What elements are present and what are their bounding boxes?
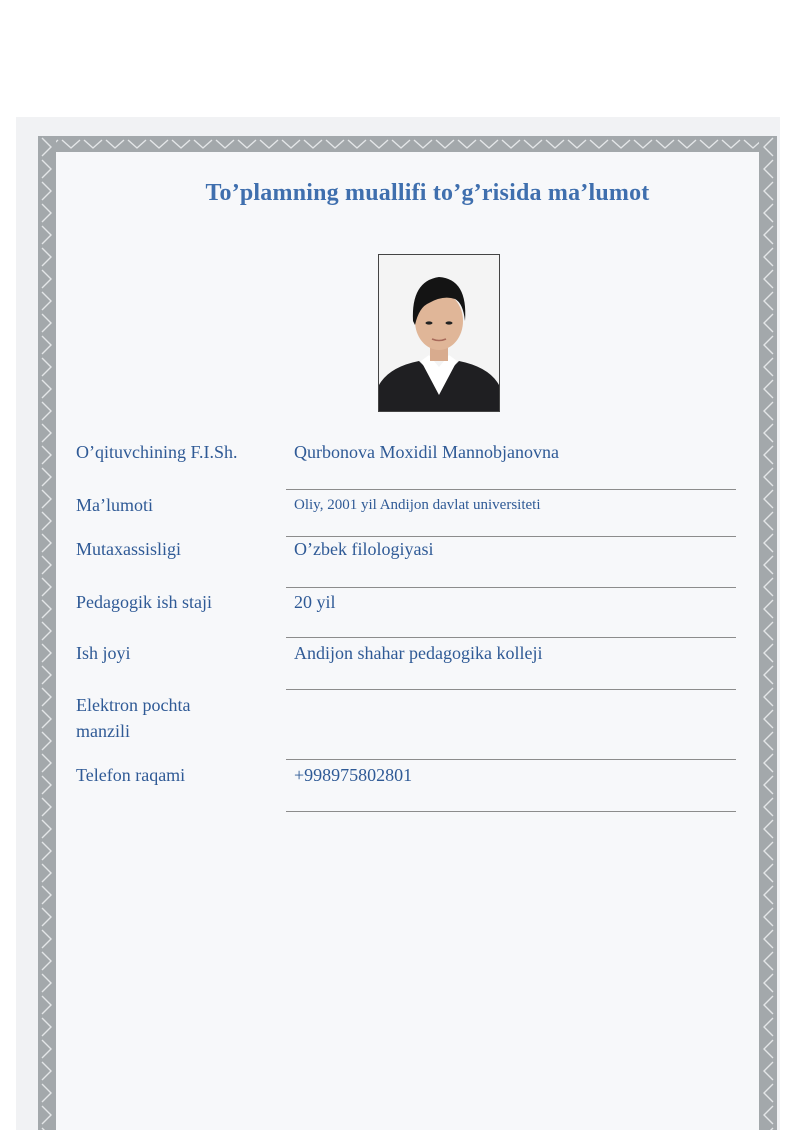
underline xyxy=(286,637,736,638)
label-specialty: Mutaxassisligi xyxy=(76,539,182,559)
label-workplace: Ish joyi xyxy=(76,643,131,663)
underline xyxy=(286,689,736,690)
value-phone: +998975802801 xyxy=(294,765,413,785)
underline xyxy=(286,811,736,812)
label-email: Elektron pochta manzili xyxy=(76,695,191,741)
underline xyxy=(286,759,736,760)
underline xyxy=(286,587,736,588)
value-teacher-name: Qurbonova Moxidil Mannobjanovna xyxy=(294,442,559,462)
label-education: Ma’lumoti xyxy=(76,495,153,515)
portrait-photo-icon xyxy=(378,254,500,412)
value-work-experience: 20 yil xyxy=(294,592,336,612)
document-title: To’plamning muallifi to’g’risida ma’lumot xyxy=(205,180,650,206)
value-specialty: O’zbek filologiyasi xyxy=(294,539,434,559)
label-work-experience: Pedagogik ish staji xyxy=(76,592,212,612)
label-phone: Telefon raqami xyxy=(76,765,186,785)
value-education: Oliy, 2001 yil Andijon davlat universiteti xyxy=(294,497,541,513)
underline xyxy=(286,489,736,490)
value-workplace: Andijon shahar pedagogika kolleji xyxy=(294,643,543,663)
label-teacher-name: O’qituvchining F.I.Sh. xyxy=(76,442,238,462)
